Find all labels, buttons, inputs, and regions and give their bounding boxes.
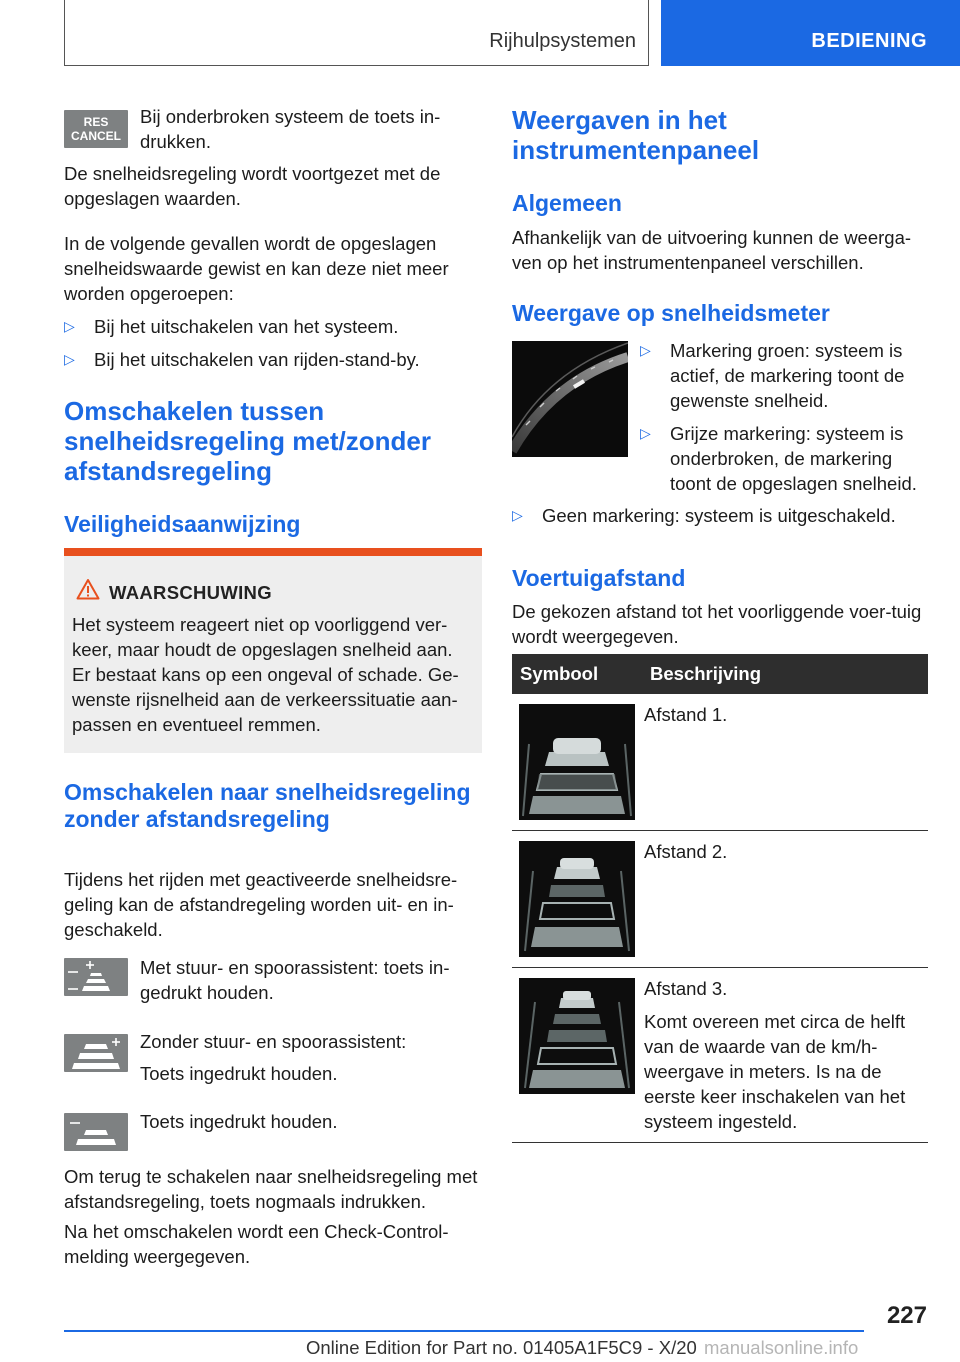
triangle-bullet-icon: ▷: [640, 342, 651, 358]
res-icon-label-2: CANCEL: [71, 129, 121, 143]
distance-minus-button-icon: [64, 1113, 128, 1151]
subheading-safety: Veiligheidsaanwijzing: [64, 511, 301, 537]
section-heading-switch: Omschakelen tussen snelheidsregeling met/zonder afstandsregeling: [64, 396, 431, 486]
distance-3-text: Afstand 3.: [644, 978, 728, 999]
warning-box: [64, 548, 482, 753]
triangle-bullet-icon: ▷: [64, 318, 75, 334]
icon2-instruction-b: Toets ingedrukt houden.: [140, 1063, 338, 1084]
paragraph-check-control: Na het omschakelen wordt een Check-Control-melding weergegeven.: [64, 1221, 449, 1267]
icon2-instruction-a: Zonder stuur- en spoorassistent:: [140, 1031, 407, 1052]
distance-1-symbol-image: [519, 704, 635, 820]
distance-2-symbol-image: [519, 841, 635, 957]
triangle-bullet-icon: ▷: [512, 507, 523, 523]
icon3-instruction: Toets ingedrukt houden.: [140, 1111, 338, 1132]
section-heading-displays: Weergaven in het instrumentenpaneel: [512, 105, 760, 165]
paragraph-erase-cases: In de volgende gevallen wordt de opgeslagen snelheidswaarde gewist en kan deze niet meer worden opgeroepen:: [64, 233, 449, 304]
watermark-text: manualsonline.info: [704, 1337, 859, 1358]
distance-control-button-icon: [64, 1034, 128, 1072]
table-header-row: [512, 654, 928, 694]
warning-title: WAARSCHUWING: [109, 582, 272, 603]
header-section-title: Rijhulpsystemen: [489, 30, 636, 52]
page-number: 227: [886, 1302, 927, 1329]
distance-1-text: Afstand 1.: [644, 704, 728, 725]
header-chapter-tab: [661, 0, 960, 66]
triangle-bullet-icon: ▷: [64, 351, 75, 367]
paragraph-general: Afhankelijk van de uitvoering kunnen de weerga-ven op het instrumentenpaneel verschillen.: [512, 227, 912, 273]
warning-triangle-icon: [76, 578, 100, 600]
footer-divider: [64, 1330, 864, 1332]
footer-edition-text: Online Edition for Part no. 01405A1F5C9 - X/20: [306, 1337, 697, 1358]
header-chapter-title: BEDIENING: [811, 30, 927, 52]
speedometer-image: [512, 341, 628, 457]
table-row: [512, 831, 928, 968]
distance-3-description: Komt overeen met circa de helft van de waarde van de km/h-weergave in meters. Is na de eerste keer inschakelen van het systeem ingesteld.: [644, 1011, 906, 1132]
subheading-vehicle-distance: Voertuigafstand: [512, 565, 686, 591]
res-instruction-text: Bij onderbroken systeem de toets in-drukken.: [140, 106, 441, 152]
distance-symbol-table: [512, 654, 928, 1143]
triangle-bullet-icon: ▷: [640, 425, 651, 441]
distance-2-text: Afstand 2.: [644, 841, 728, 862]
column-header-symbol: Symbool: [512, 654, 642, 694]
paragraph-vehicle-distance: De gekozen afstand tot het voorliggende voer-tuig wordt weergegeven.: [512, 601, 922, 647]
paragraph-resume: De snelheidsregeling wordt voortgezet met de opgeslagen waarden.: [64, 163, 441, 209]
res-icon-label-1: RES: [83, 115, 109, 129]
subheading-switch-without-distance: Omschakelen naar snelheidsregeling zonder afstandsregeling: [64, 779, 471, 832]
paragraph-switch-back: Om terug te schakelen naar snelheidsregeling met afstandsregeling, toets nogmaals indrukken.: [64, 1166, 478, 1212]
res-cancel-button-icon: [64, 110, 128, 148]
warning-body: Het systeem reageert niet op voorliggend ver-keer, maar houdt de opgeslagen snelheid aan. Er bestaat kans op een ongeval of schade. Ge-wenste rijsnelheid aan de verkeerssituatie aan-passen en eventueel remmen.: [72, 614, 459, 735]
subheading-general: Algemeen: [512, 190, 622, 216]
paragraph-distance-toggle: Tijdens het rijden met geactiveerde snelheidsre-geling kan de afstandregeling worden uit- en in-geschakeld.: [64, 869, 458, 940]
table-row: [512, 694, 928, 831]
lane-assistant-button-icon: [64, 958, 128, 996]
icon1-instruction: Met stuur- en spoorassistent: toets in-gedrukt houden.: [140, 957, 450, 1003]
distance-3-symbol-image: [519, 978, 635, 1094]
column-header-description: Beschrijving: [642, 654, 928, 694]
subheading-speedometer: Weergave op snelheidsmeter: [512, 300, 830, 326]
table-row: [512, 968, 928, 1143]
